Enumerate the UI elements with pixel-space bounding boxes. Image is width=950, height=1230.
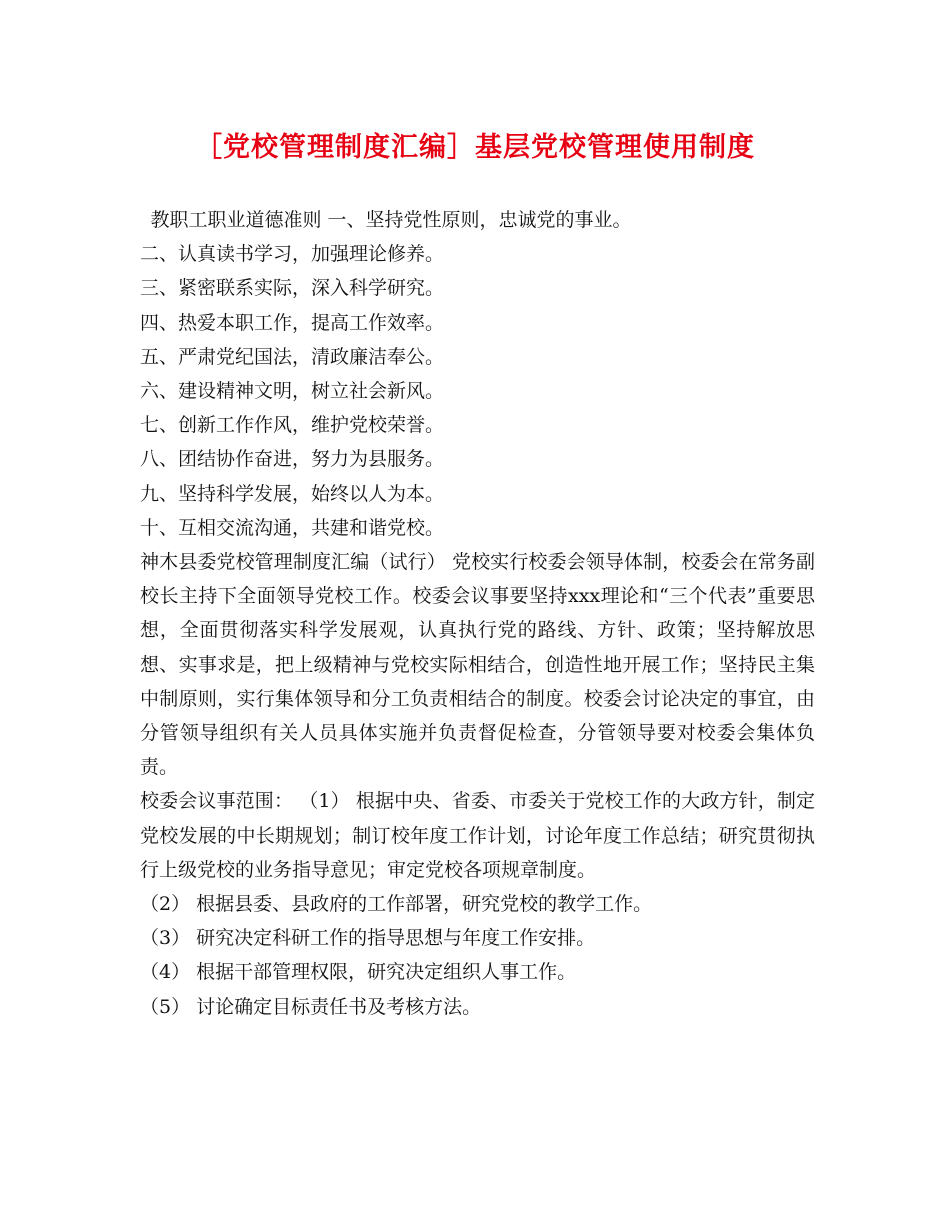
document-body xyxy=(140,203,815,1024)
paragraph: （2） 根据县委、县政府的工作部署，研究党校的教学工作。 xyxy=(140,893,653,916)
paragraph: （3） 研究决定科研工作的指导思想与年度工作安排。 xyxy=(140,927,596,950)
paragraph: 五、严肃党纪国法，清政廉洁奉公。 xyxy=(140,345,445,368)
paragraph: 十、互相交流沟通，共建和谐党校。 xyxy=(140,516,445,539)
paragraph: 七、创新工作作风，维护党校荣誉。 xyxy=(140,414,445,437)
paragraph: 三、紧密联系实际，深入科学研究。 xyxy=(140,277,445,300)
paragraph: 神木县委党校管理制度汇编（试行） 党校实行校委会领导体制，校委会在常务副校长主持下全面领导党校工作。校委会议事要坚持xxx理论和“三个代表”重要思想，全面贯彻落实科学发展观，认真执行党的路线、方针、政策；坚持解放思想、实事求是，把上级精神与党校实际相结合，创造性地开展工作；坚持民主集中制原则，实行集体领导和分工负责相结合的制度。校委会讨论决定的事宜，由分管领导组织有关人员具体实施并负责督促检查，分管领导要对校委会集体负责。 xyxy=(140,551,815,779)
document-title: ［党校管理制度汇编］基层党校管理使用制度 xyxy=(195,132,755,163)
paragraph: 二、认真读书学习，加强理论修养。 xyxy=(140,243,445,266)
paragraph: （5） 讨论确定目标责任书及考核方法。 xyxy=(140,995,482,1018)
paragraph: 四、热爱本职工作，提高工作效率。 xyxy=(140,311,445,334)
paragraph: 教职工职业道德准则 一、坚持党性原则，忠诚党的事业。 xyxy=(150,209,632,231)
paragraph: 八、团结协作奋进，努力为县服务。 xyxy=(140,448,445,471)
paragraph: 校委会议事范围： （1） 根据中央、省委、市委关于党校工作的大政方针，制定党校发展的中长期规划；制订校年度工作计划，讨论年度工作总结；研究贯彻执行上级党校的业务指导意见；审定党校各项规章制度。 xyxy=(140,790,815,881)
paragraph: 九、坚持科学发展，始终以人为本。 xyxy=(140,482,445,505)
paragraph: （4） 根据干部管理权限，研究决定组织人事工作。 xyxy=(140,961,577,984)
paragraph: 六、建设精神文明，树立社会新风。 xyxy=(140,380,445,403)
